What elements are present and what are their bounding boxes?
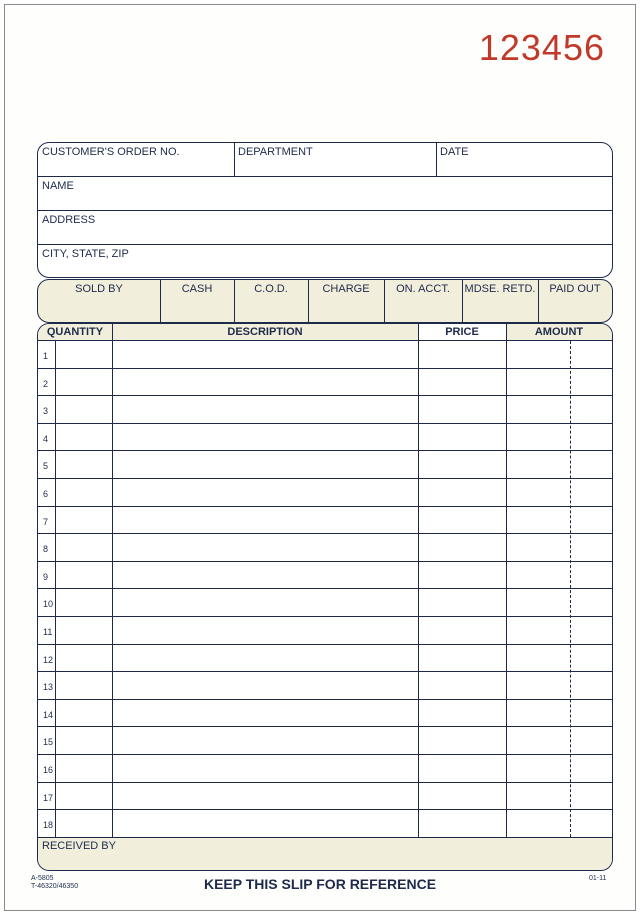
row-number: 6 [43, 489, 49, 499]
address-field[interactable]: ADDRESS [42, 214, 96, 226]
table-row[interactable] [38, 617, 612, 645]
table-row[interactable] [38, 645, 612, 673]
received-by-label: RECEIVED BY [42, 840, 116, 852]
row-number: 9 [43, 571, 49, 582]
table-row[interactable] [38, 783, 612, 811]
table-row[interactable] [38, 396, 612, 424]
date-field[interactable]: DATE [440, 146, 469, 158]
table-row[interactable] [38, 589, 612, 617]
row-number: 8 [43, 544, 49, 555]
table-row[interactable] [38, 810, 612, 838]
row-number: 14 [43, 709, 54, 720]
column-header-price: PRICE [445, 326, 479, 338]
row-number: 7 [43, 516, 49, 527]
table-header [38, 324, 612, 341]
row-number: 5 [43, 461, 49, 472]
table-row[interactable] [38, 755, 612, 783]
payment-option-mdse-retd[interactable]: MDSE. RETD. [464, 283, 536, 295]
payment-type-bar [37, 279, 613, 323]
name-field[interactable]: NAME [42, 180, 74, 192]
row-number: 16 [43, 765, 54, 775]
column-header-description: DESCRIPTION [227, 326, 303, 338]
table-row[interactable] [38, 534, 612, 562]
row-number: 2 [43, 378, 49, 389]
table-row[interactable] [38, 700, 612, 728]
city-state-zip-field[interactable]: CITY, STATE, ZIP [42, 248, 129, 260]
row-number: 3 [43, 406, 49, 417]
form-code-right: 01-11 [589, 875, 607, 882]
row-number: 13 [43, 682, 54, 693]
received-by-field[interactable] [38, 838, 612, 870]
table-row[interactable] [38, 479, 612, 507]
payment-option-on-acct[interactable]: ON. ACCT. [396, 283, 450, 295]
row-number: 4 [43, 433, 49, 444]
table-row[interactable] [38, 341, 612, 369]
row-number: 1 [43, 351, 49, 361]
row-number: 15 [43, 737, 54, 748]
table-row[interactable] [38, 562, 612, 590]
serial-number: 123456 [478, 27, 605, 68]
customer-info-block [37, 142, 613, 278]
payment-option-charge[interactable]: CHARGE [322, 283, 370, 295]
column-header-amount: AMOUNT [534, 326, 584, 338]
customers-order-no-field[interactable]: CUSTOMER'S ORDER NO. [42, 146, 180, 158]
table-row[interactable] [38, 727, 612, 755]
row-number: 11 [43, 627, 53, 637]
line-items-table [37, 323, 613, 871]
row-number: 10 [43, 599, 54, 610]
row-number: 18 [43, 820, 54, 831]
payment-option-paid-out[interactable]: PAID OUT [549, 283, 601, 295]
table-row[interactable] [38, 424, 612, 452]
column-header-quantity: QUANTITY [46, 326, 104, 338]
sales-slip-form [4, 4, 636, 911]
table-row[interactable] [38, 369, 612, 397]
department-field[interactable]: DEPARTMENT [238, 146, 313, 158]
footer-note: KEEP THIS SLIP FOR REFERENCE [203, 876, 437, 892]
row-number: 17 [43, 792, 54, 803]
table-row[interactable] [38, 451, 612, 479]
row-number: 12 [43, 654, 54, 665]
payment-option-cash[interactable]: CASH [181, 283, 213, 295]
payment-option-sold-by[interactable]: SOLD BY [75, 283, 123, 295]
form-code-left-2: T-46320/46350 [31, 883, 79, 890]
form-code-left-1: A-5805 [31, 875, 54, 882]
payment-option-cod[interactable]: C.O.D. [254, 283, 288, 295]
table-row[interactable] [38, 672, 612, 700]
table-row[interactable] [38, 507, 612, 535]
